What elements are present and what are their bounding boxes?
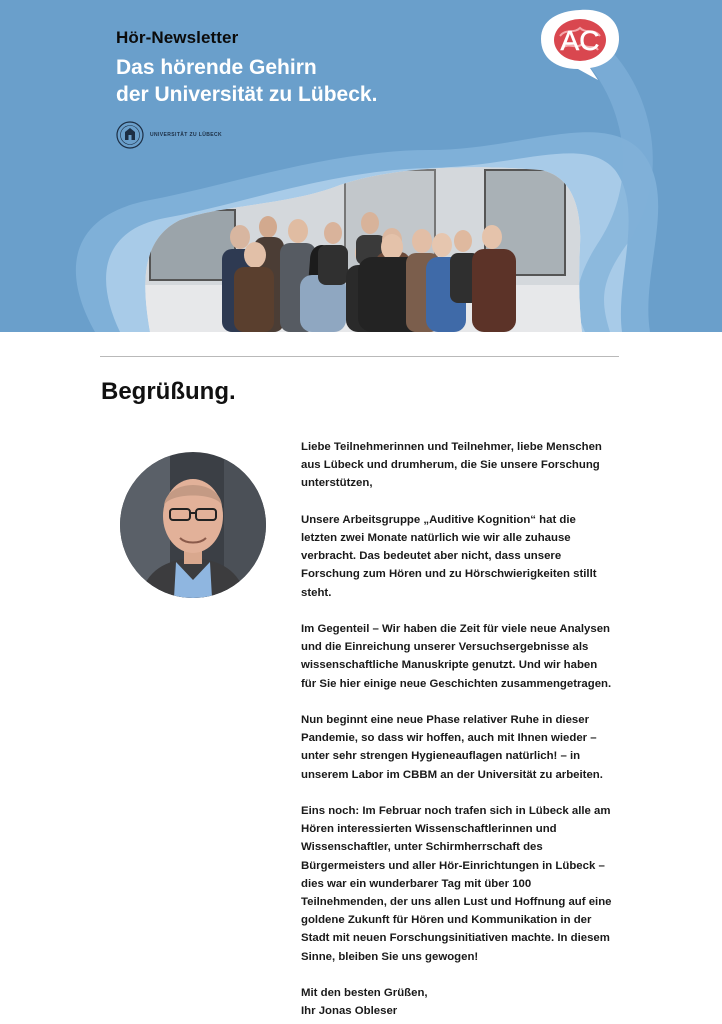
university-logo[interactable] bbox=[116, 118, 256, 152]
newsletter-headline bbox=[116, 54, 377, 108]
headline-line-1: Das hörende Gehirn bbox=[116, 56, 317, 79]
university-seal-icon bbox=[116, 121, 144, 149]
letter-paragraph: Eins noch: Im Februar noch trafen sich in Lübeck alle am Hören interessierten Wissenschaftlerinnen und Wissenschaftler, unter Schirmherrschaft des Bürgermeisters und aller Hör-Einrichtungen in Lübeck – dies war ein wunderbarer Tag mit über 100 Teilnehmenden, der uns allen Lust und Hoffnung auf eine goldene Zukunft für Hören und Kommunikation in der Stadt mit neuen Forschungsinitiativen machte. In diesem Sinne, bleiben Sie uns gewogen! bbox=[301, 805, 612, 963]
newsletter-header bbox=[0, 0, 722, 332]
letter-paragraph: Liebe Teilnehmerinnen und Teilnehmer, liebe Menschen aus Lübeck und drumherum, die Sie unsere Forschung unterstützen, bbox=[301, 441, 602, 490]
newsletter-kicker: Hör-Newsletter bbox=[116, 28, 239, 47]
group-logo-text: AC bbox=[560, 25, 600, 56]
letter-paragraph: Nun beginnt eine neue Phase relativer Ruhe in dieser Pandemie, so dass wir hoffen, auch mit Ihnen wieder – unter sehr strengen Hygieneauflagen natürlich! – in unserem Labor im CBBM an der Universität zu arbeiten. bbox=[301, 714, 603, 781]
section-divider bbox=[100, 356, 619, 357]
letter-paragraph: Im Gegenteil – Wir haben die Zeit für viele neue Analysen und die Einreichung unserer Versuchsergebnisse als wissenschaftliche Manuskripte genutzt. Und wir haben für Sie hier einige neue Geschichten zusammengetragen. bbox=[301, 623, 612, 690]
headline-line-2: der Universität zu Lübeck. bbox=[116, 83, 378, 106]
section-title: Begrüßung. bbox=[101, 378, 236, 405]
closing-greeting: Mit den besten Grüßen, bbox=[301, 987, 428, 1000]
closing-signature: Ihr Jonas Obleser bbox=[301, 1005, 398, 1018]
letter-paragraph: Unsere Arbeitsgruppe „Auditive Kognition“ hat die letzten zwei Monate natürlich wie wir alle zuhause verbracht. Das bedeutet aber nicht, dass unsere Forschung zum Hören und zu Hörschwierigkeiten stillt steht. bbox=[301, 513, 597, 599]
welcome-letter bbox=[301, 438, 613, 1020]
team-photo bbox=[140, 165, 582, 332]
university-name: UNIVERSITÄT ZU LÜBECK bbox=[150, 132, 223, 138]
auditive-cognition-logo[interactable] bbox=[538, 6, 622, 82]
author-portrait bbox=[120, 452, 266, 598]
letter-closing bbox=[301, 984, 613, 1020]
